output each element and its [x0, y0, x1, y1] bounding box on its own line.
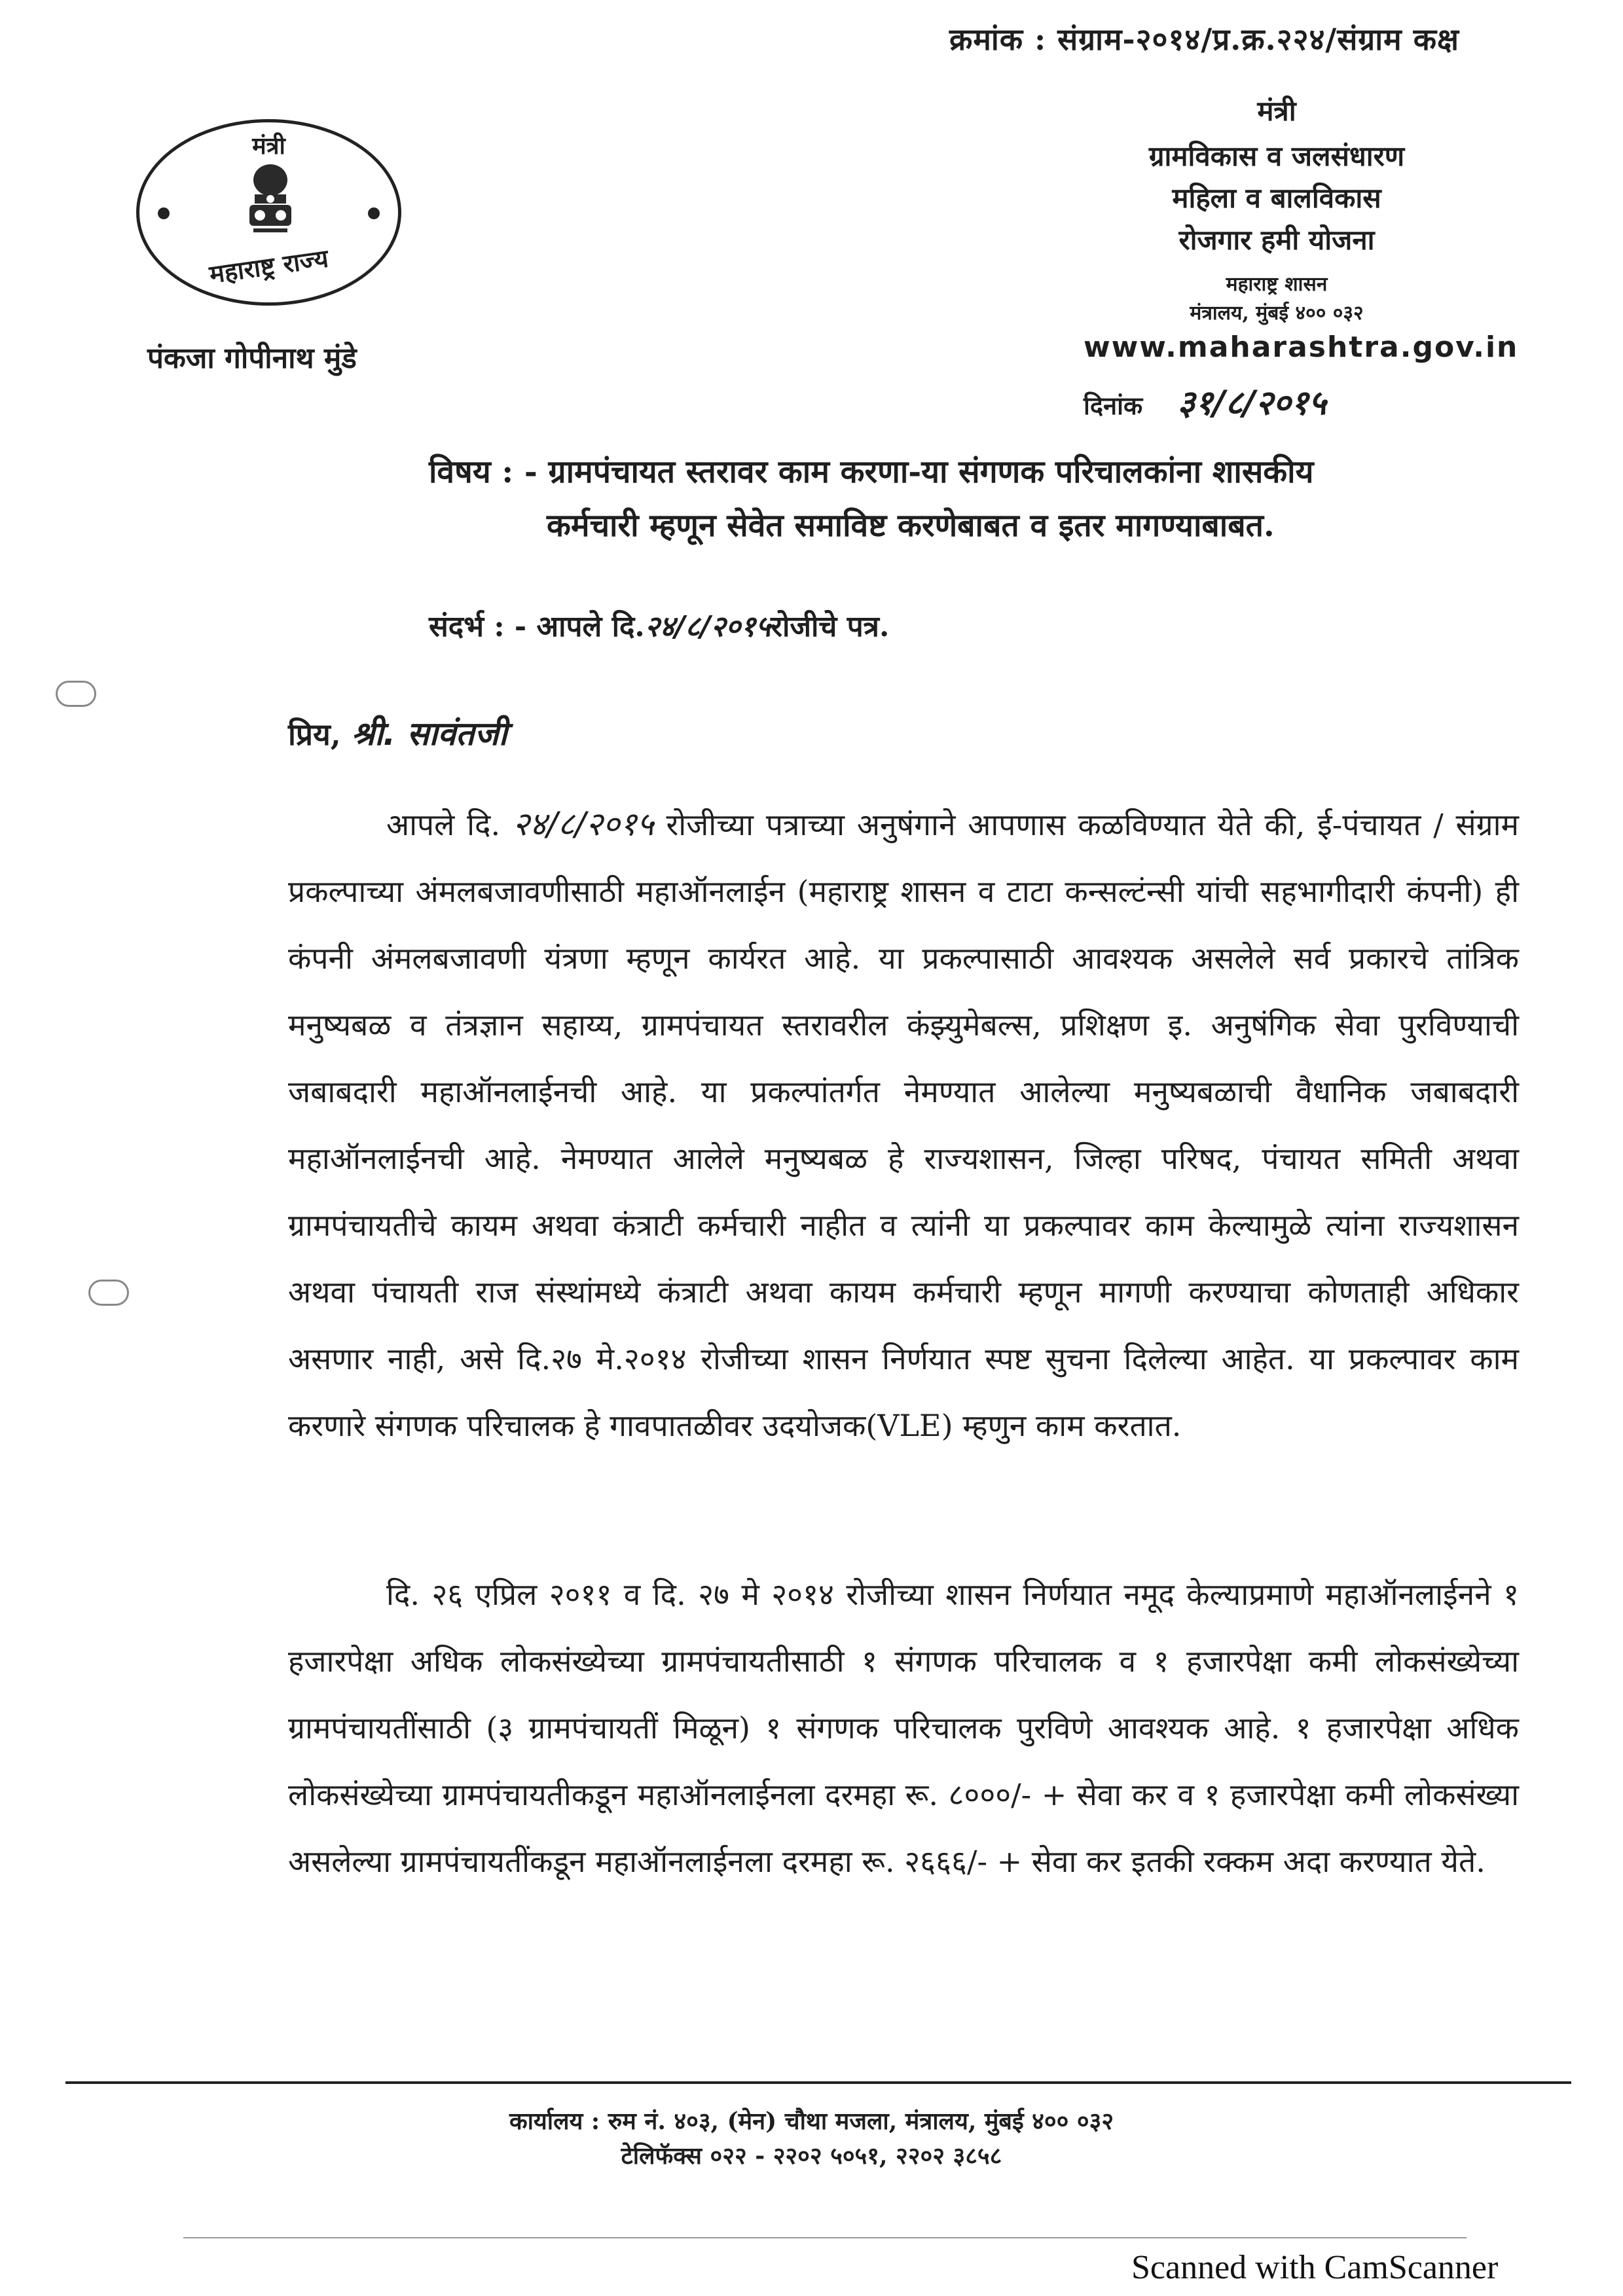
government-name: महाराष्ट्र शासन — [1226, 273, 1328, 296]
subject-line-2: कर्मचारी म्हणून सेवेत समाविष्ट करणेबाबत व इतर मागण्याबाबत. — [547, 507, 1275, 544]
department-1: ग्रामविकास व जलसंधारण — [1148, 140, 1405, 172]
body-paragraph-1 — [288, 791, 1519, 1459]
footer-address: कार्यालय : रुम नं. ४०३, (मेन) चौथा मजला, मंत्रालय, मुंबई ४०० ०३२ — [509, 2108, 1114, 2135]
minister-name: पंकजा गोपीनाथ मुंडे — [147, 342, 357, 375]
salutation — [288, 710, 507, 755]
punch-hole-middle — [88, 1280, 129, 1306]
subject-block — [429, 445, 1476, 552]
website-link[interactable]: www.maharashtra.gov.in — [1084, 331, 1519, 364]
date-value: ३१/८/२०१५ — [1177, 384, 1326, 423]
scanner-watermark: Scanned with CamScanner — [1131, 2249, 1499, 2286]
office-address: मंत्रालय, मुंबई ४०० ०३२ — [1190, 302, 1364, 325]
date-label: दिनांक — [1084, 391, 1143, 420]
reference-date: २४/८/२०१५ — [644, 610, 771, 643]
ashoka-emblem-icon — [244, 160, 297, 239]
subject-label: विषय : - — [429, 454, 538, 490]
page-bottom-line — [183, 2237, 1467, 2238]
seal-top-text: मंत्री — [252, 132, 285, 160]
salutation-prefix: प्रिय, — [288, 717, 341, 752]
seal-dot-left — [158, 207, 170, 219]
seal-bottom-text: महाराष्ट्र राज्य — [207, 243, 331, 289]
official-seal — [136, 119, 401, 306]
footer-telefax: टेलिफॅक्स ०२२ - २२०२ ५०५१, २२०२ ३८५८ — [621, 2142, 1002, 2170]
reference-line — [429, 605, 889, 645]
office-block — [1048, 92, 1506, 328]
reference-number: क्रमांक : संग्राम-२०१४/प्र.क्र.२२४/संग्राम कक्ष — [949, 22, 1460, 57]
reference-prefix: संदर्भ : - आपले दि. — [429, 610, 645, 643]
body-paragraph-2 — [288, 1561, 1519, 1895]
punch-hole-top — [56, 681, 96, 707]
letter-date — [1084, 378, 1326, 425]
seal-dot-right — [368, 207, 380, 219]
salutation-name: श्री. सावंतजी — [351, 715, 507, 753]
para1-text: रोजीच्या पत्राच्या अनुषंगाने आपणास कळविण्यात येते की, ई-पंचायत / संग्राम प्रकल्पाच्या अंमलबजावणीसाठी महाऑनलाईन (महाराष्ट्र शासन व टाटा कन्सल्टंन्सी यांची सहभागीदारी कंपनी) ही कंपनी अंमलबजावणी यंत्रणा म्हणून कार्यरत आहे. या प्रकल्पासाठी आवश्यक असलेले सर्व प्रकारचे तांत्रिक मनुष्यबळ व तंत्रज्ञान सहाय्य, ग्रामपंचायत स्तरावरील कंझ्युमेबल्स, प्रशिक्षण इ. अनुषंगिक सेवा पुरविण्याची जबाबदारी महाऑनलाईनची आहे. या प्रकल्पांतर्गत नेमण्यात आलेल्या मनुष्यबळाची वैधानिक जबाबदारी महाऑनलाईनची आहे. नेमण्यात आलेले मनुष्यबळ हे राज्यशासन, जिल्हा परिषद, पंचायत समिती अथवा ग्रामपंचायतीचे कायम अथवा कंत्राटी कर्मचारी नाहीत व त्यांनी या प्रकल्पावर काम केल्यामुळे त्यांना राज्यशासन अथवा पंचायती राज संस्थांमध्ये कंत्राटी अथवा कायम कर्मचारी म्हणून मागणी करण्याचा कोणताही अधिकार असणार नाही, असे दि.२७ मे.२०१४ रोजीच्या शासन निर्णयात स्पष्ट सुचना दिलेल्या आहेत. या प्रकल्पावर काम करणारे संगणक परिचालक हे गावपातळीवर उदयोजक(VLE) म्हणुन काम करतात. — [288, 807, 1519, 1443]
reference-suffix: रोजीचे पत्र. — [771, 610, 890, 643]
department-3: रोजगार हमी योजना — [1178, 224, 1375, 256]
department-2: महिला व बालविकास — [1172, 182, 1381, 214]
footer-divider — [65, 2081, 1571, 2084]
para1-start: आपले दि. — [386, 807, 501, 842]
para2-text: दि. २६ एप्रिल २०११ व दि. २७ मे २०१४ रोजीच्या शासन निर्णयात नमूद केल्याप्रमाणे महाऑनलाईनने १ हजारपेक्षा अधिक लोकसंख्येच्या ग्रामपंचायतीसाठी १ संगणक परिचालक व १ हजारपेक्षा कमी लोकसंख्येच्या ग्रामपंचायतींसाठी (३ ग्रामपंचायतीं मिळून) १ संगणक परिचालक पुरविणे आवश्यक आहे. १ हजारपेक्षा अधिक लोकसंख्येच्या ग्रामपंचायतीकडून महाऑनलाईनला दरमहा रू. ८०००/- + सेवा कर व १ हजारपेक्षा कमी लोकसंख्या असलेल्या ग्रामपंचायतींकडून महाऑनलाईनला दरमहा रू. २६६६/- + सेवा कर इतकी रक्कम अदा करण्यात येते. — [288, 1577, 1519, 1879]
office-title: मंत्री — [1257, 95, 1296, 127]
subject-line-1: ग्रामपंचायत स्तरावर काम करणा-या संगणक परिचालकांना शासकीय — [548, 454, 1314, 490]
para1-date: २४/८/२०१५ — [512, 805, 654, 843]
